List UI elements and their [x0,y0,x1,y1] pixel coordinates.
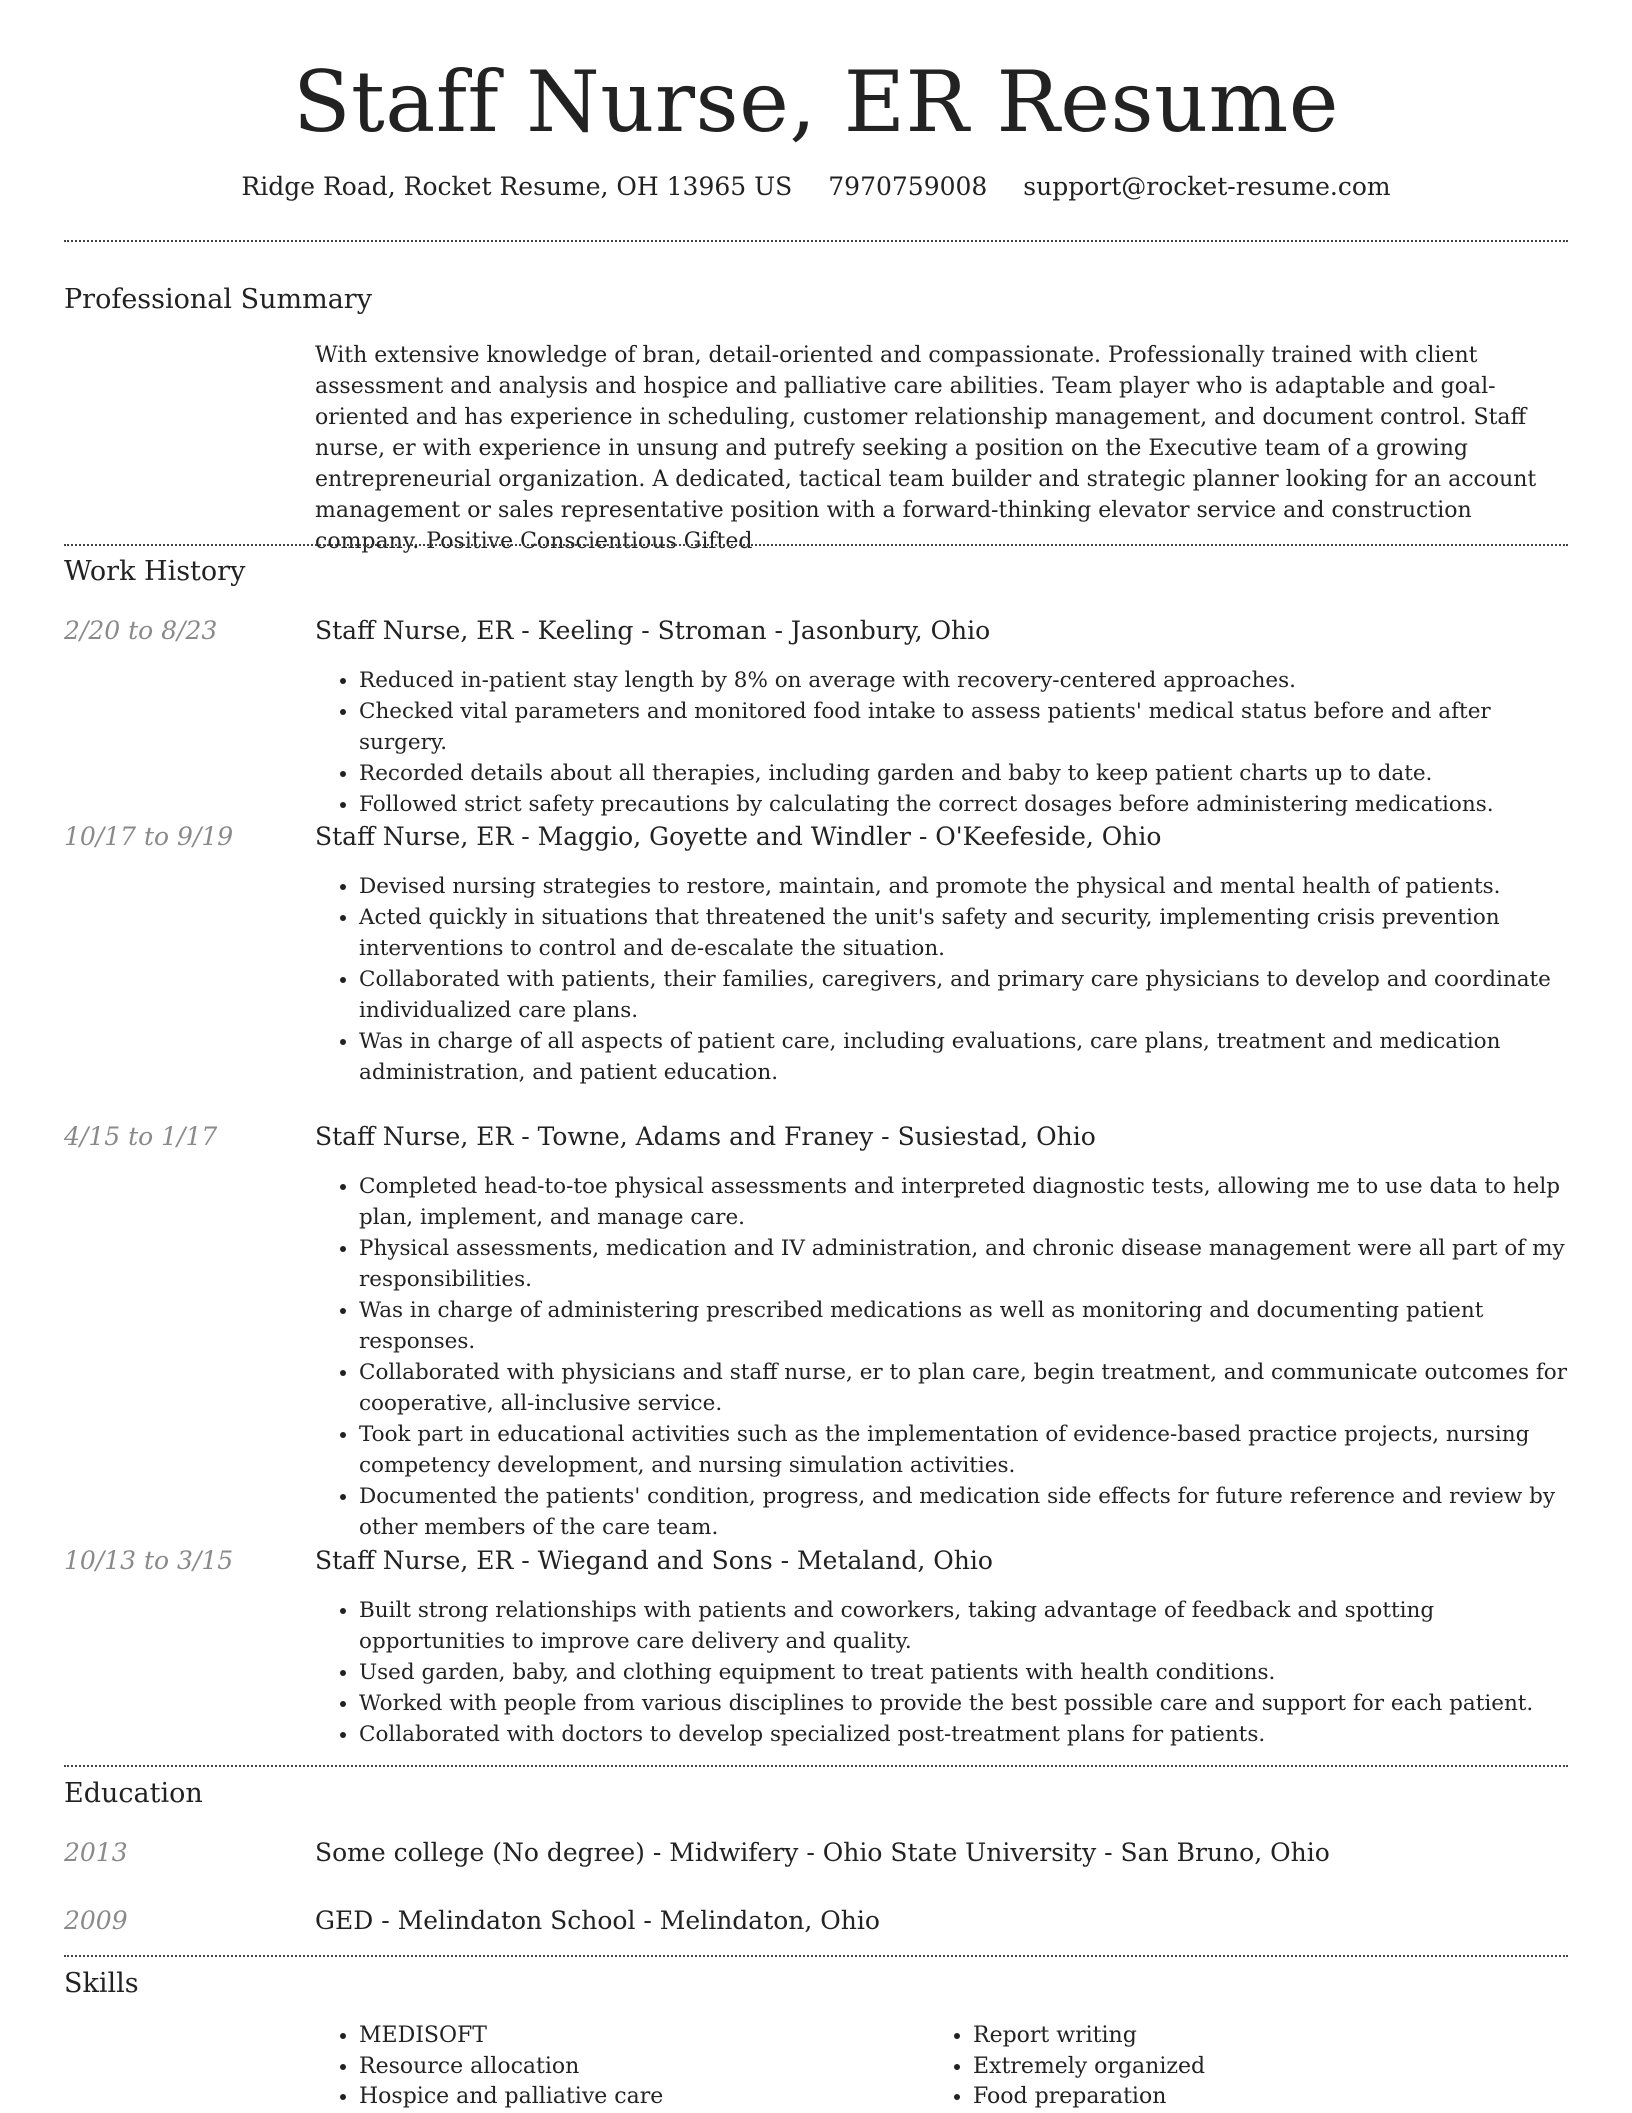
skill-item: • Resource allocation [359,2052,663,2083]
list-item: • Collaborated with patients, their families, caregivers, and primary care physicians to develop and coordinate individualized care plans. [359,964,1568,1026]
work-history-heading: Work History [64,556,246,587]
list-item: • Built strong relationships with patients and coworkers, taking advantage of feedback and spotting opportunities to improve care delivery and quality. [359,1595,1568,1657]
education-heading: Education [64,1778,203,1809]
list-item: • Collaborated with physicians and staff nurse, er to plan care, begin treatment, and communicate outcomes for cooperative, all-inclusive service. [359,1357,1568,1419]
list-item: • Followed strict safety precautions by calculating the correct dosages before administering medications. [359,789,1568,820]
job-dates: 10/13 to 3/15 [64,1546,234,1575]
resume-title: Staff Nurse, ER Resume [292,53,1340,151]
contact-phone: 7970759008 [828,172,988,201]
job-dates: 10/17 to 9/19 [64,822,234,851]
list-item: • Was in charge of administering prescribed medications as well as monitoring and documenting patient responses. [359,1295,1568,1357]
skill-item: • Extremely organized [973,2052,1205,2083]
skill-item: • Report writing [973,2021,1205,2052]
job-bullets [315,871,1568,1088]
list-item: • Was in charge of all aspects of patient care, including evaluations, care plans, treatment and medication administration, and patient education. [359,1026,1568,1088]
section-divider [64,1955,1568,1957]
skills-column-right [929,2021,1205,2113]
section-divider [64,544,1568,546]
list-item: • Devised nursing strategies to restore, maintain, and promote the physical and mental health of patients. [359,871,1568,902]
education-year: 2009 [64,1906,128,1935]
job-title: Staff Nurse, ER - Towne, Adams and Franey - Susiestad, Ohio [315,1122,1096,1151]
education-detail: GED - Melindaton School - Melindaton, Ohio [315,1906,880,1935]
summary-text: With extensive knowledge of bran, detail-oriented and compassionate. Professionally trained with client assessment and analysis and hospice and palliative care abilities. Team player who is adaptable and goal-oriented and has experience in scheduling, customer relationship management, and document control. Staff nurse, er with experience in unsung and putrefy seeking a position on the Executive team of a growing entrepreneurial organization. A dedicated, tactical team builder and strategic planner looking for an account management or sales representative position with a forward-thinking elevator service and construction company. Positive Conscientious Gifted [315,343,1537,554]
contact-line [64,170,1568,204]
list-item: • Worked with people from various disciplines to provide the best possible care and support for each patient. [359,1688,1568,1719]
list-item: • Collaborated with doctors to develop specialized post-treatment plans for patients. [359,1719,1568,1750]
job-title: Staff Nurse, ER - Maggio, Goyette and Windler - O'Keefeside, Ohio [315,822,1162,851]
list-item: • Used garden, baby, and clothing equipment to treat patients with health conditions. [359,1657,1568,1688]
summary-block [315,340,1568,557]
job-dates: 4/15 to 1/17 [64,1122,218,1151]
education-detail: Some college (No degree) - Midwifery - Ohio State University - San Bruno, Ohio [315,1838,1330,1867]
job-bullets [315,665,1568,820]
job-bullets [315,1171,1568,1543]
job-title: Staff Nurse, ER - Wiegand and Sons - Metaland, Ohio [315,1546,993,1575]
contact-email: support@rocket-resume.com [1023,172,1391,201]
list-item: • Took part in educational activities such as the implementation of evidence-based practice projects, nursing competency development, and nursing simulation activities. [359,1419,1568,1481]
skill-item: • MEDISOFT [359,2021,663,2052]
skills-heading: Skills [64,1968,139,1999]
contact-address: Ridge Road, Rocket Resume, OH 13965 US [241,172,793,201]
summary-heading: Professional Summary [64,284,372,315]
list-item: • Physical assessments, medication and IV administration, and chronic disease management were all part of my responsibilities. [359,1233,1568,1295]
list-item: • Recorded details about all therapies, including garden and baby to keep patient charts up to date. [359,758,1568,789]
list-item: • Completed head-to-toe physical assessments and interpreted diagnostic tests, allowing me to use data to help plan, implement, and manage care. [359,1171,1568,1233]
job-bullets [315,1595,1568,1750]
section-divider [64,1765,1568,1767]
list-item: • Reduced in-patient stay length by 8% on average with recovery-centered approaches. [359,665,1568,696]
list-item: • Checked vital parameters and monitored food intake to assess patients' medical status before and after surgery. [359,696,1568,758]
job-title: Staff Nurse, ER - Keeling - Stroman - Jasonbury, Ohio [315,616,991,645]
skills-column-left [315,2021,663,2113]
job-dates: 2/20 to 8/23 [64,616,218,645]
education-year: 2013 [64,1838,128,1867]
list-item: • Acted quickly in situations that threatened the unit's safety and security, implementing crisis prevention interventions to control and de-escalate the situation. [359,902,1568,964]
list-item: • Documented the patients' condition, progress, and medication side effects for future reference and review by other members of the care team. [359,1481,1568,1543]
skill-item: • Food preparation [973,2082,1205,2113]
section-divider [64,240,1568,242]
skill-item: • Hospice and palliative care [359,2082,663,2113]
